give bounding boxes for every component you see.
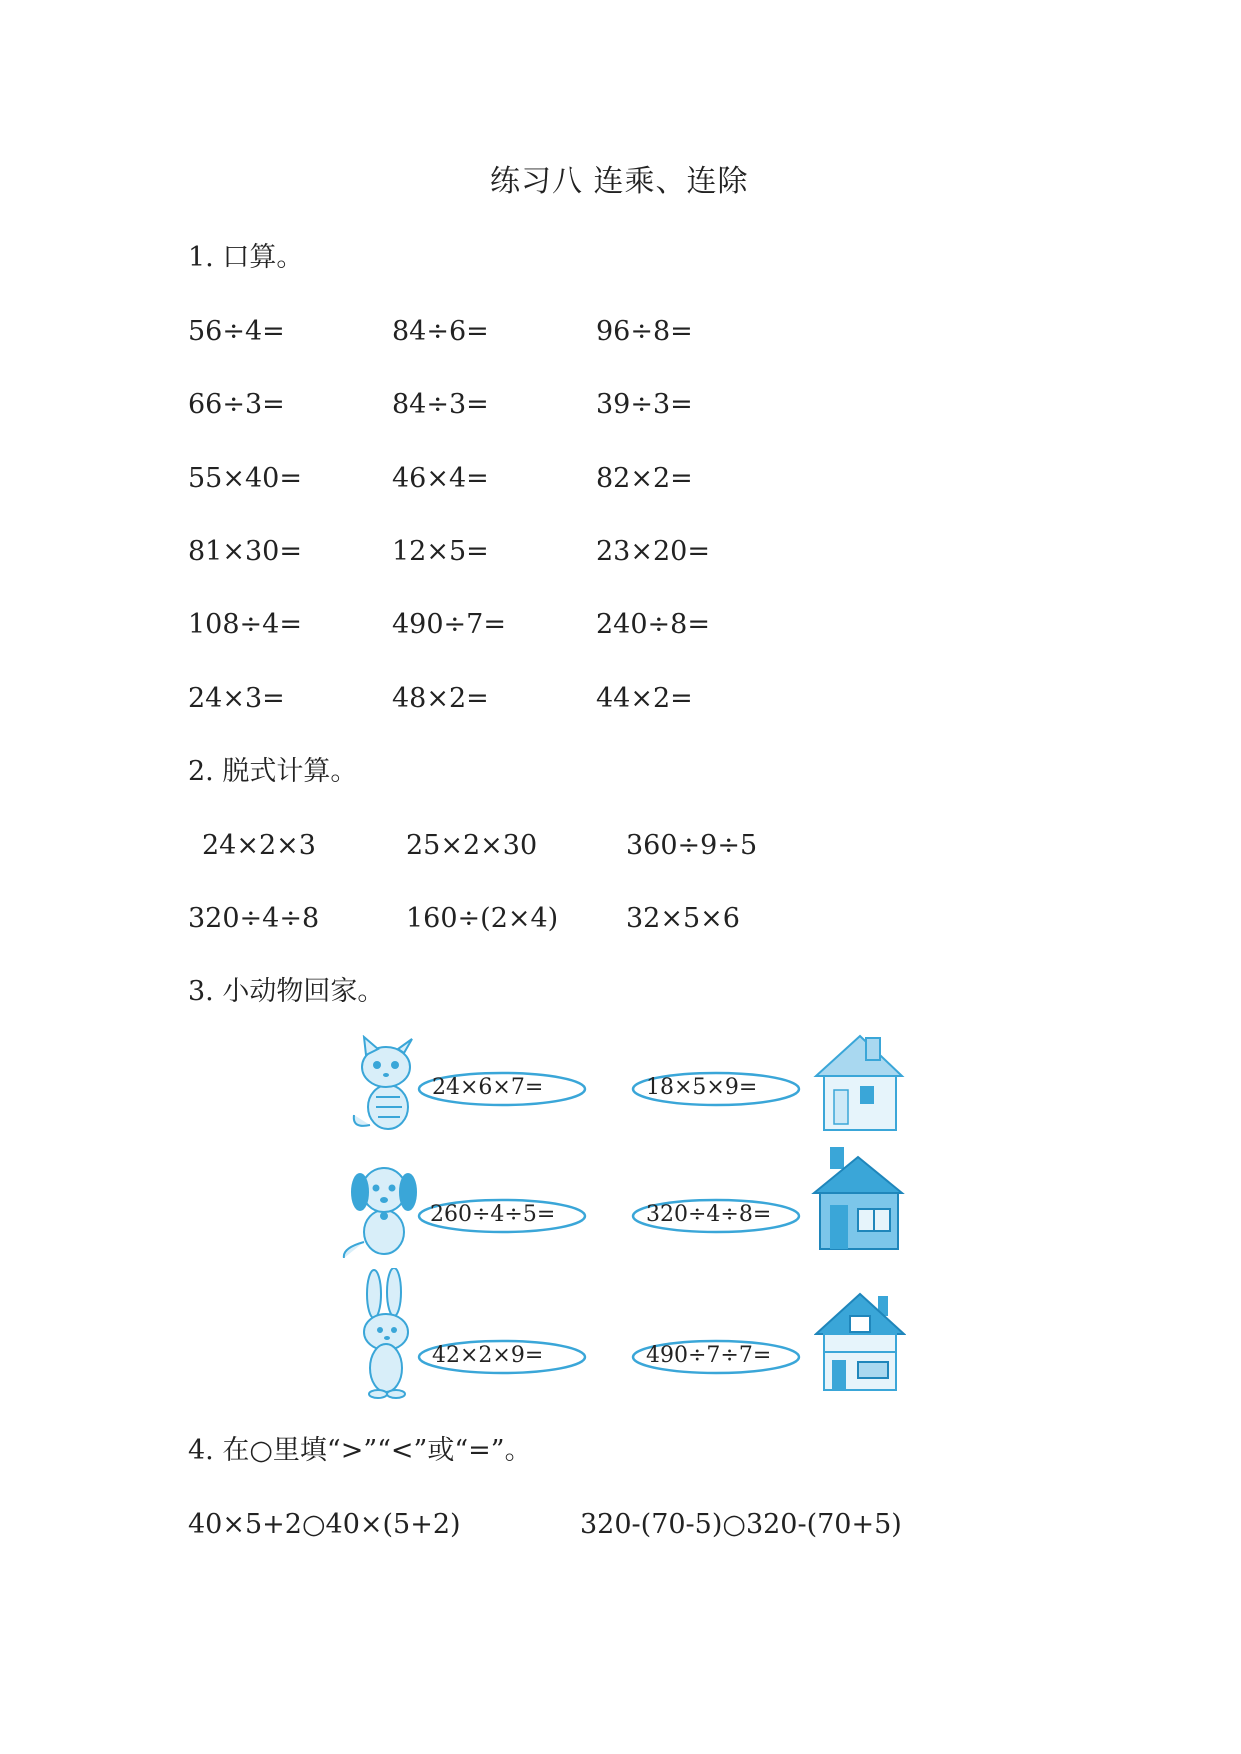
q1-item: 46×4= [392,463,489,494]
q1-item: 84÷6= [392,316,489,347]
house-icon [810,1030,906,1138]
house-expression: 320÷4÷8= [646,1202,772,1227]
q1-item: 44×2= [596,683,693,714]
house-expression: 18×5×9= [646,1075,758,1100]
q1-item: 108÷4= [188,609,302,640]
q1-item: 12×5= [392,536,489,567]
house-expression: 490÷7÷7= [646,1343,772,1368]
q1-item: 66÷3= [188,389,285,420]
q1-item: 23×20= [596,536,710,567]
animal-expression: 260÷4÷5= [430,1202,556,1227]
q1-item: 490÷7= [392,609,506,640]
q2-item: 160÷(2×4) [406,903,559,934]
q1-heading: 1. 口算。 [188,242,304,273]
q1-item: 24×3= [188,683,285,714]
q2-item: 24×2×3 [202,830,316,861]
q1-item: 240÷8= [596,609,710,640]
q1-item: 56÷4= [188,316,285,347]
q3-heading: 3. 小动物回家。 [188,976,385,1007]
q4-heading: 4. 在○里填“>”“<”或“=”。 [188,1435,532,1466]
page-title: 练习八 连乘、连除 [490,164,749,199]
q2-item: 360÷9÷5 [626,830,758,861]
q1-item: 82×2= [596,463,693,494]
q2-item: 25×2×30 [406,830,538,861]
q1-item: 39÷3= [596,389,693,420]
q2-item: 32×5×6 [626,903,740,934]
q4-left-compare: 40×5+2○40×(5+2) [188,1509,461,1540]
q4-right-compare: 320-(70-5)○320-(70+5) [580,1509,902,1540]
q1-item: 55×40= [188,463,302,494]
animal-expression: 24×6×7= [432,1075,544,1100]
q1-item: 96÷8= [596,316,693,347]
q2-item: 320÷4÷8 [188,903,320,934]
q1-item: 81×30= [188,536,302,567]
house-icon [810,1145,906,1255]
q1-item: 48×2= [392,683,489,714]
kitten-icon [346,1035,422,1139]
q1-item: 84÷3= [392,389,489,420]
puppy-icon [336,1158,422,1262]
house-icon [814,1290,906,1396]
bunny-icon [352,1268,422,1404]
animal-expression: 42×2×9= [432,1343,544,1368]
q2-heading: 2. 脱式计算。 [188,756,358,787]
